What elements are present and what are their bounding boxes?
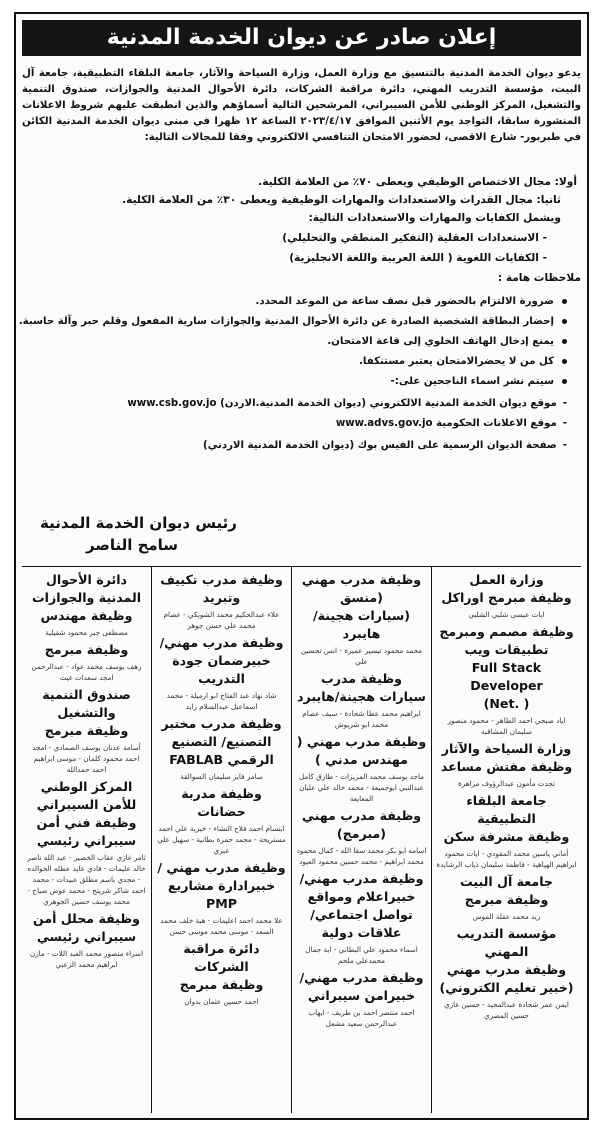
job-heading: وظيفة مدرب سيارات هجينة/هايبرد bbox=[297, 671, 426, 704]
job-heading: وظيفة مدرب مهني ( مهندس مدني ) bbox=[296, 734, 427, 767]
job-heading: ( .Net) bbox=[483, 696, 530, 711]
link-item: -موقع الاعلانات الحكومية www.advs.gov.jo bbox=[335, 418, 567, 429]
link-item: -موقع ديوان الخدمة المدنية الالكتروني (ديوان الخدمة المدنية.الاردن) www.csb.gov.jo bbox=[127, 398, 567, 409]
candidate-names: ابراهيم محمد عطا شحادة - سيف عصام محمد ابو شريوش bbox=[302, 709, 421, 729]
section-first: أولا: مجال الاختصاص الوظيفي ويعطى ٧٠٪ من العلامة الكلية. bbox=[258, 176, 577, 188]
section-mental: - الاستعدادات العقلية (التفكير المنطقي والتحليلي) bbox=[282, 232, 547, 244]
candidate-names: ايمن عمر شحادة عبدالمجيد - حسين غازي حسين المصري bbox=[444, 1000, 569, 1020]
job-heading: وظيفة مدرب مختبر التصنيع/ التصنيع الرقمي FABLAB bbox=[161, 716, 282, 767]
job-heading: وظيفة مدرب مهني/ خبيرامن سيبراني bbox=[299, 970, 424, 1003]
candidate-names: محمد محمود تيسير عميرة - انس تحسين علي bbox=[300, 646, 423, 666]
advs-link[interactable]: www.advs.gov.jo bbox=[335, 418, 433, 429]
note-item: كل من لا يحضرالامتحان يعتبر مستنكفا. bbox=[359, 354, 567, 369]
job-heading: وظيفة مدرب مهني/خبيرضمان جودة التدريب bbox=[159, 635, 284, 686]
candidate-names: تجدت مأمون عبدالرؤوف مزاهرة bbox=[457, 779, 556, 788]
bullet-icon bbox=[562, 359, 567, 364]
candidate-names: مصطفى جبر محمود شقيلية bbox=[45, 628, 128, 637]
bullet-icon bbox=[562, 319, 567, 324]
csb-link[interactable]: www.csb.gov.jo bbox=[127, 398, 217, 409]
candidate-names: اسماء محمود علي البطاني - اية جمال محمدعلي ملحم bbox=[305, 945, 418, 965]
candidate-names: ثامر غازي عقاب الخصير - عبد الله ناصر خالد عليمات - فادي عايد عطله الخوالده - مجدي باسم مطلق عبيدات - محمد احمد شاكر شريتح - محمد عوض صياح - محمد يوسف حسين الجوهري bbox=[27, 853, 146, 906]
bullet-icon bbox=[562, 299, 567, 304]
candidate-names: اياد صبحي احمد الطاهر - محمود منصور سليمان المشاقبة bbox=[447, 716, 566, 736]
signature-name: سامح الناصر bbox=[86, 536, 179, 554]
job-heading: وظيفة مبرمج bbox=[44, 723, 129, 738]
job-heading: Full Stack Developer bbox=[470, 660, 543, 693]
job-heading: وظيفة مشرفة سكن bbox=[443, 829, 570, 844]
link-item: -صفحة الديوان الرسمية على الفيس بوك (ديوان الخدمة المدنية الاردني) bbox=[203, 440, 567, 451]
candidate-names: علا محمد احمد اعليمات - هبة خلف محمد السعد - موسى محمد موسى حسن bbox=[160, 916, 283, 936]
candidate-names: زيد محمد عقلة الموس bbox=[472, 912, 541, 921]
bullet-icon bbox=[562, 339, 567, 344]
job-heading: صندوق التنمية والتشغيل bbox=[42, 687, 131, 720]
signature-title: رئيس ديوان الخدمة المدنية bbox=[40, 514, 237, 532]
announcement-title: إعلان صادر عن ديوان الخدمة المدنية bbox=[22, 20, 581, 56]
candidate-names: احمد منتصر احمد بن طريف - ايهاب عبدالرحمن سعيد مشعل bbox=[308, 1008, 415, 1028]
job-heading: وظيفة مدربة حضانات bbox=[181, 786, 262, 819]
column-vocational-1 bbox=[291, 567, 431, 1113]
job-heading: وظيفة مبرمج bbox=[179, 977, 264, 992]
job-heading: وظيفة مفتش مساعد bbox=[440, 759, 573, 774]
job-heading: وظيفة مهندس bbox=[40, 608, 133, 623]
notes-title: ملاحظات هامة : bbox=[497, 272, 581, 284]
candidates-grid bbox=[22, 566, 581, 1112]
job-heading: وظيفة مصمم ومبرمج bbox=[439, 624, 574, 639]
job-heading: تطبيقات ويب bbox=[464, 642, 549, 657]
job-heading: دائرة مراقبة الشركات bbox=[183, 941, 260, 974]
candidate-names: ماجد يوسف محمد المزيزات - طارق كامل عبدالنبي ابوجميعة - محمد خالد علي عليان المعايعة bbox=[298, 772, 425, 803]
job-heading: جامعة آل البيت bbox=[459, 874, 554, 889]
job-heading: دائرة الأحوال المدنية والجوازات bbox=[31, 572, 142, 605]
job-heading: وزارة السياحة والآثار bbox=[441, 741, 572, 756]
job-heading: وزارة العمل bbox=[469, 572, 544, 587]
candidate-names: اسراء منصور محمد العبد اللات - مازن ابراهيم محمد الزعبي bbox=[29, 949, 144, 969]
note-item: ضرورة الالتزام بالحضور قبل نصف ساعة من الموعد المحدد. bbox=[256, 294, 567, 309]
section-includes: ويشمل الكفايات والمهارات والاستعدادات التالية: bbox=[308, 212, 561, 224]
job-heading: وظيفة مبرمج bbox=[464, 892, 549, 907]
job-heading: وظيفة مبرمج bbox=[44, 642, 129, 657]
candidate-names: احمد حسين عثمان بدوان bbox=[184, 997, 259, 1006]
candidate-names: شاد نهاد عبد الفتاح ابو ارميلة - محمد اسماعيل عبدالسلام زايد bbox=[166, 691, 277, 711]
column-vocational-2 bbox=[151, 567, 291, 1113]
column-departments bbox=[22, 567, 151, 1113]
candidate-names: ايات عيسى شلبي الشلبي bbox=[468, 610, 545, 619]
job-heading: (سيارات هجينة/هايبرد bbox=[313, 608, 410, 641]
job-heading: المركز الوطني للأمن السيبراني bbox=[36, 779, 137, 812]
candidate-names: ابتسام احمد فلاح النشاء - خيرية علي احمد مستريحة - محمد حمزة بطانية - سهيل علي عبري bbox=[157, 824, 286, 855]
candidate-names: أسامة عدنان يوسف الصمادي - امجد احمد محمود كلمان - موسى ابراهيم احمد حمدالله bbox=[32, 743, 141, 774]
section-language: - الكفايات اللغوية ( اللغة العربية واللغة الانجليزية) bbox=[289, 252, 547, 264]
job-heading: وظيفة مدرب مهني (خبير تعليم الكتروني) bbox=[439, 962, 574, 995]
job-heading: وظيفة مدرب تكييف وتبريد bbox=[160, 572, 283, 605]
candidate-names: سامر فايز سليمان السوالقة bbox=[180, 772, 263, 781]
section-second: ثانيا: مجال القدرات والاستعدادات والمهارات الوظيفية ويعطى ٣٠٪ من العلامة الكلية. bbox=[122, 194, 561, 206]
note-item: إحضار البطاقة الشخصية الصادرة عن دائرة الأحوال المدنية والجوازات سارية المفعول وقلم حبر وآلة حاسبة. bbox=[19, 314, 567, 329]
candidate-names: رهف يوسف محمد عواد - عبدالرحمن امجد سعدات غيث bbox=[31, 662, 142, 682]
candidate-names: اسامه ابو بكر محمد سقا الله - كمال محمود محمد ابراهيم - محمد حسين محمود العيود bbox=[296, 846, 427, 866]
job-heading: وظيفة مدرب مهني/ خبيراعلام ومواقع تواصل اجتماعي/علاقات دولية bbox=[299, 871, 424, 940]
bullet-icon bbox=[562, 379, 567, 384]
job-heading: وظيفة مدرب مهني (منسق bbox=[301, 572, 422, 605]
note-item: سيتم نشر اسماء الناجحين على:- bbox=[391, 374, 567, 389]
column-ministries bbox=[431, 567, 581, 1113]
job-heading: وظيفة فني أمن سيبراني رئيسي bbox=[36, 815, 137, 848]
candidate-names: علاء عبدالحكيم محمد الشوبكي - عصام محمد علي حسن جوهر bbox=[163, 610, 280, 630]
job-heading: مؤسسة التدريب المهني bbox=[456, 926, 557, 959]
intro-paragraph: يدعو ديوان الخدمة المدنية بالتنسيق مع وزارة العمل، وزارة السياحة والآثار، جامعة البلقاء التطبيقية، جامعة آل البيت، مؤسسة التدريب المهني، دائرة مراقبة الشركات، دائرة الأحوال المدنية والجوازات، صندوق التنمية والتشغيل، المركز الوطني للأمن السيبراني، المرشحين التالية أسماؤهم والذين انطبقت عليهم شروط الاعلانات المنشورة سابقا، التواجد يوم الأثنين الموافق ٢٠٢٣/٤/١٧ الساعة ١٢ ظهرا في مبنى ديوان الخدمة المدنية الكائن في طبربور- شارع الاقصى، لحضور الامتحان التنافسي الالكتروني وفقا للمجالات التالية: bbox=[22, 68, 581, 143]
job-heading: وظيفة مدرب مهني /خبيرادارة مشاريع PMP bbox=[157, 860, 286, 911]
candidate-names: أماني ياسين محمد المقودي - ايات محمود ابراهيم الهياهية - فاطمة سليمان ذياب الرشايدة bbox=[436, 849, 577, 869]
job-heading: وظيفة محلل أمن سيبراني رئيسي bbox=[32, 911, 140, 944]
job-heading: وظيفة مدرب مهني (مبرمج) bbox=[301, 808, 422, 841]
job-heading: وظيفة مبرمج اوراكل bbox=[441, 590, 572, 605]
note-item: يمنع إدخال الهاتف الخلوي إلى قاعة الامتحان. bbox=[327, 334, 567, 349]
announcement-frame bbox=[14, 12, 589, 1120]
job-heading: جامعة البلقاء التطبيقية bbox=[466, 793, 547, 826]
